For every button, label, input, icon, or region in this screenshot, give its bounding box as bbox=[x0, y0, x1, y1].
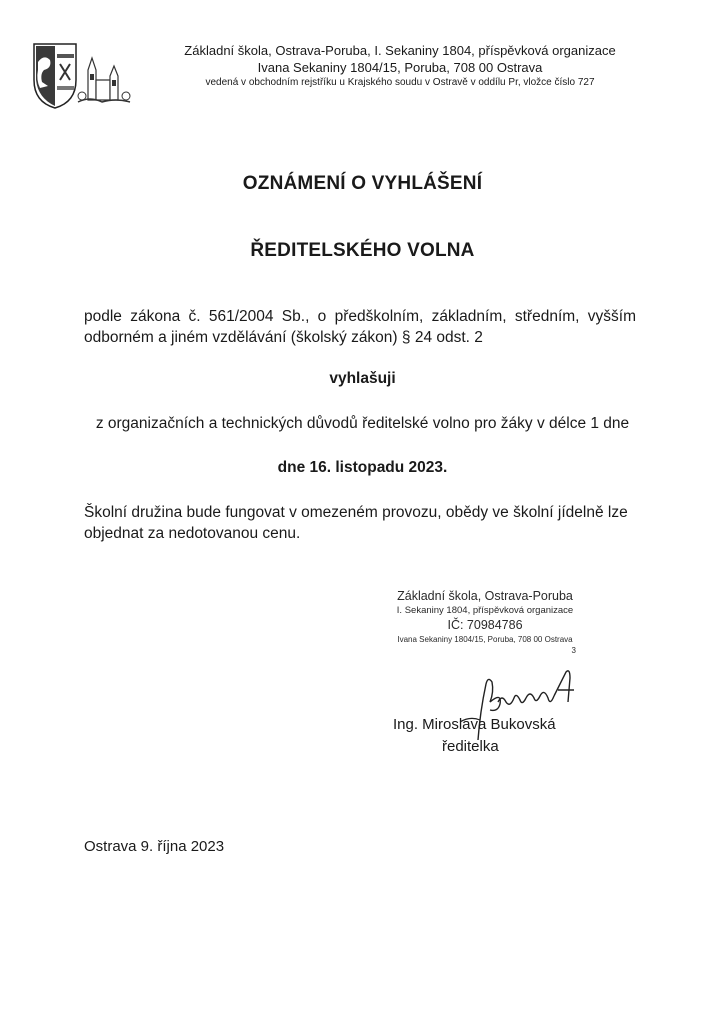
stamp-address: Ivana Sekaniny 1804/15, Poruba, 708 00 Ostrava bbox=[397, 635, 573, 644]
declaration-word: vyhlašuji bbox=[329, 370, 396, 387]
signer-role: ředitelka bbox=[442, 738, 499, 755]
stamp-number: 3 bbox=[571, 646, 576, 655]
letterhead-school-name: Základní škola, Ostrava-Poruba, I. Sekaniny 1804, příspěvková organizace bbox=[184, 43, 616, 58]
place-and-date: Ostrava 9. října 2023 bbox=[84, 838, 225, 855]
school-logo bbox=[30, 40, 135, 110]
holiday-date: dne 16. listopadu 2023. bbox=[277, 459, 448, 476]
signer-name: Ing. Miroslava Bukovská bbox=[393, 716, 556, 733]
letterhead-registry: vedená v obchodním rejstříku u Krajského soudu v Ostravě v oddílu Pr, vložce číslo 727 bbox=[205, 77, 595, 88]
note-paragraph: Školní družina bude fungovat v omezeném provozu, obědy ve školní jídelně lze objednat za nedotovanou cenu. bbox=[84, 504, 628, 542]
letterhead-address: Ivana Sekaniny 1804/15, Poruba, 708 00 Ostrava bbox=[257, 60, 543, 75]
stamp-school-name: Základní škola, Ostrava-Poruba bbox=[397, 589, 573, 603]
school-stamp bbox=[380, 588, 590, 656]
stamp-organization: I. Sekaniny 1804, příspěvková organizace bbox=[396, 605, 574, 616]
stamp-id-number: IČ: 70984786 bbox=[447, 618, 523, 632]
document-title-line2: ŘEDITELSKÉHO VOLNA bbox=[250, 240, 475, 261]
legal-basis-paragraph: podle zákona č. 561/2004 Sb., o předškolním, základním, středním, vyšším odborném a jiném vzdělávání (školský zákon) § 24 odst. 2 bbox=[84, 308, 636, 346]
letterhead bbox=[140, 42, 660, 90]
document-title-line1: OZNÁMENÍ O VYHLÁŠENÍ bbox=[242, 173, 483, 194]
reason-line: z organizačních a technických důvodů ředitelské volno pro žáky v délce 1 dne bbox=[95, 415, 630, 432]
